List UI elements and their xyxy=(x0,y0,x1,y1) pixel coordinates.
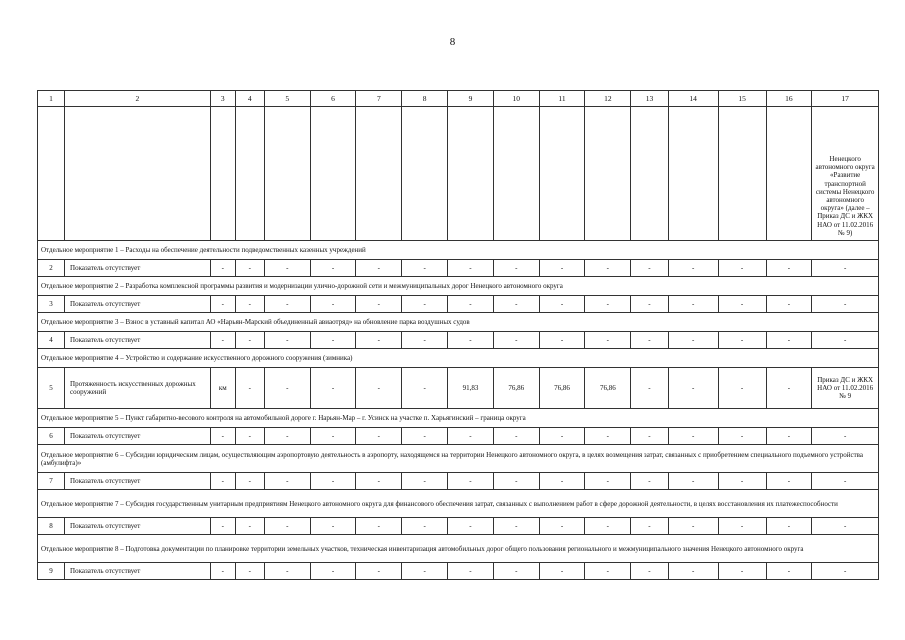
column-header: 10 xyxy=(493,91,539,107)
column-header: 12 xyxy=(585,91,631,107)
unit-cell: - xyxy=(210,518,235,535)
value-cell: - xyxy=(356,518,402,535)
empty-cell xyxy=(402,107,448,241)
value-cell: - xyxy=(668,518,718,535)
value-cell: 76,86 xyxy=(539,368,585,409)
indicator-label: Показатель отсутствует xyxy=(65,563,211,580)
value-cell: - xyxy=(356,332,402,349)
column-header: 2 xyxy=(65,91,211,107)
section-row xyxy=(38,349,879,368)
value-cell: - xyxy=(668,563,718,580)
value-cell: - xyxy=(718,518,766,535)
value-cell: - xyxy=(668,260,718,277)
value-cell: - xyxy=(718,473,766,490)
value-cell: - xyxy=(766,563,812,580)
value-cell: - xyxy=(448,332,494,349)
column-header: 4 xyxy=(235,91,264,107)
value-cell: - xyxy=(356,563,402,580)
value-cell: - xyxy=(668,473,718,490)
empty-cell xyxy=(356,107,402,241)
column-header: 14 xyxy=(668,91,718,107)
value-cell: - xyxy=(310,260,356,277)
value-cell: - xyxy=(585,518,631,535)
value-cell: - xyxy=(264,563,310,580)
value-cell: - xyxy=(631,332,668,349)
value-cell: - xyxy=(264,332,310,349)
source-cell: Приказ ДС и ЖКХ НАО от 11.02.2016 № 9 xyxy=(812,368,879,409)
unit-cell: км xyxy=(210,368,235,409)
column-header: 9 xyxy=(448,91,494,107)
value-cell: - xyxy=(235,296,264,313)
section-row xyxy=(38,241,879,260)
section-title: Отдельное мероприятие 5 – Пункт габаритно-весового контроля на автомобильной дороге г. Нарьян-Мар – г. Усинск на участке п. Харьягинский – граница округа xyxy=(38,409,879,428)
value-cell: - xyxy=(264,428,310,445)
value-cell: - xyxy=(264,296,310,313)
unit-cell: - xyxy=(210,260,235,277)
section-title: Отдельное мероприятие 1 – Расходы на обеспечение деятельности подведомственных казенных учреждений xyxy=(38,241,879,260)
value-cell: - xyxy=(493,473,539,490)
value-cell: - xyxy=(493,518,539,535)
indicator-label: Показатель отсутствует xyxy=(65,473,211,490)
table-row xyxy=(38,296,879,313)
value-cell: - xyxy=(631,296,668,313)
value-cell: - xyxy=(402,296,448,313)
empty-cell xyxy=(310,107,356,241)
value-cell: - xyxy=(631,518,668,535)
unit-cell: - xyxy=(210,563,235,580)
table-row xyxy=(38,368,879,409)
value-cell: - xyxy=(448,296,494,313)
value-cell: - xyxy=(402,518,448,535)
value-cell: - xyxy=(631,473,668,490)
indicator-label: Показатель отсутствует xyxy=(65,332,211,349)
value-cell: - xyxy=(493,428,539,445)
unit-cell: - xyxy=(210,473,235,490)
value-cell: - xyxy=(235,473,264,490)
empty-cell xyxy=(235,107,264,241)
value-cell: - xyxy=(448,428,494,445)
value-cell: - xyxy=(235,260,264,277)
value-cell: - xyxy=(402,563,448,580)
row-number: 4 xyxy=(38,332,65,349)
empty-cell xyxy=(210,107,235,241)
indicator-label: Показатель отсутствует xyxy=(65,518,211,535)
indicator-label: Показатель отсутствует xyxy=(65,296,211,313)
value-cell: 76,86 xyxy=(585,368,631,409)
header-row xyxy=(38,91,879,107)
section-title: Отдельное мероприятие 3 – Взнос в уставный капитал АО «Нарьян-Марский объединенный авиаотряд» на обновление парка воздушных судов xyxy=(38,313,879,332)
value-cell: - xyxy=(766,518,812,535)
column-header: 8 xyxy=(402,91,448,107)
source-cell: - xyxy=(812,563,879,580)
column-header: 13 xyxy=(631,91,668,107)
column-header: 5 xyxy=(264,91,310,107)
value-cell: - xyxy=(235,518,264,535)
row-number: 9 xyxy=(38,563,65,580)
value-cell: - xyxy=(310,473,356,490)
value-cell: - xyxy=(585,260,631,277)
section-row xyxy=(38,313,879,332)
row-number: 2 xyxy=(38,260,65,277)
empty-cell xyxy=(38,107,65,241)
value-cell: - xyxy=(356,368,402,409)
column-header: 15 xyxy=(718,91,766,107)
empty-cell xyxy=(668,107,718,241)
value-cell: - xyxy=(493,332,539,349)
row-number: 5 xyxy=(38,368,65,409)
value-cell: - xyxy=(585,428,631,445)
continuation-row xyxy=(38,107,879,241)
value-cell: - xyxy=(766,473,812,490)
value-cell: - xyxy=(668,296,718,313)
value-cell: - xyxy=(631,260,668,277)
value-cell: - xyxy=(448,563,494,580)
value-cell: - xyxy=(539,296,585,313)
section-title: Отдельное мероприятие 7 – Субсидия государственным унитарным предприятиям Ненецкого автономного округа для финансового обеспечения затрат, связанных с выполнением работ в сфере дорожной деятельности, в целях восстановления их платежеспособности xyxy=(38,490,879,518)
empty-cell xyxy=(493,107,539,241)
row-number: 6 xyxy=(38,428,65,445)
value-cell: - xyxy=(631,428,668,445)
empty-cell xyxy=(631,107,668,241)
section-title: Отдельное мероприятие 8 – Подготовка документации по планировке территории земельных участков, техническая инвентаризация автомобильных дорог общего пользования регионального и межмуниципального значения Ненецкого автономного округа xyxy=(38,535,879,563)
section-title: Отдельное мероприятие 2 – Разработка комплексной программы развития и модернизации улично-дорожной сети и межмуниципальных дорог Ненецкого автономного округа xyxy=(38,277,879,296)
section-title: Отдельное мероприятие 4 – Устройство и содержание искусственного дорожного сооружения (зимника) xyxy=(38,349,879,368)
empty-cell xyxy=(585,107,631,241)
column-header: 16 xyxy=(766,91,812,107)
value-cell: - xyxy=(356,473,402,490)
empty-cell xyxy=(539,107,585,241)
value-cell: - xyxy=(539,518,585,535)
value-cell: - xyxy=(539,260,585,277)
value-cell: - xyxy=(718,260,766,277)
value-cell: - xyxy=(718,428,766,445)
empty-cell xyxy=(65,107,211,241)
source-cell: - xyxy=(812,428,879,445)
empty-cell xyxy=(448,107,494,241)
value-cell: - xyxy=(539,473,585,490)
section-title: Отдельное мероприятие 6 – Субсидии юридическим лицам, осуществляющим аэропортовую деятельность в аэропорту, находящемся на территории Ненецкого автономного округа, в целях возмещения затрат, связанных с приобретением специального подъемного устройства (амбулифта)» xyxy=(38,445,879,473)
value-cell: - xyxy=(539,563,585,580)
value-cell: - xyxy=(493,563,539,580)
value-cell: - xyxy=(718,563,766,580)
value-cell: - xyxy=(766,332,812,349)
value-cell: - xyxy=(766,428,812,445)
value-cell: - xyxy=(448,260,494,277)
value-cell: - xyxy=(310,518,356,535)
value-cell: - xyxy=(402,368,448,409)
value-cell: - xyxy=(766,260,812,277)
value-cell: - xyxy=(493,296,539,313)
value-cell: - xyxy=(235,368,264,409)
value-cell: - xyxy=(310,563,356,580)
value-cell: - xyxy=(448,518,494,535)
value-cell: - xyxy=(235,428,264,445)
empty-cell xyxy=(766,107,812,241)
table-row xyxy=(38,260,879,277)
row-number: 7 xyxy=(38,473,65,490)
value-cell: - xyxy=(668,332,718,349)
section-row xyxy=(38,277,879,296)
value-cell: - xyxy=(585,473,631,490)
value-cell: - xyxy=(539,428,585,445)
empty-cell xyxy=(264,107,310,241)
continuation-text: Ненецкого автономного округа «Развитие транспортной системы Ненецкого автономного округа» (далее – Приказ ДС и ЖКХ НАО от 11.02.2016 № 9) xyxy=(812,107,879,241)
source-cell: - xyxy=(812,518,879,535)
value-cell: - xyxy=(264,260,310,277)
table-row xyxy=(38,518,879,535)
section-row xyxy=(38,409,879,428)
value-cell: - xyxy=(402,260,448,277)
table-row xyxy=(38,473,879,490)
value-cell: - xyxy=(668,368,718,409)
value-cell: - xyxy=(235,332,264,349)
value-cell: - xyxy=(264,368,310,409)
section-row xyxy=(38,535,879,563)
value-cell: - xyxy=(402,473,448,490)
value-cell: - xyxy=(310,428,356,445)
value-cell: - xyxy=(718,368,766,409)
source-cell: - xyxy=(812,296,879,313)
page-number: 8 xyxy=(449,36,456,48)
unit-cell: - xyxy=(210,296,235,313)
value-cell: - xyxy=(402,332,448,349)
value-cell: - xyxy=(402,428,448,445)
value-cell: - xyxy=(310,332,356,349)
value-cell: - xyxy=(718,332,766,349)
row-number: 3 xyxy=(38,296,65,313)
value-cell: - xyxy=(310,296,356,313)
source-cell: - xyxy=(812,260,879,277)
table-row xyxy=(38,428,879,445)
value-cell: - xyxy=(356,260,402,277)
value-cell: - xyxy=(585,563,631,580)
value-cell: - xyxy=(264,518,310,535)
value-cell: - xyxy=(631,368,668,409)
value-cell: - xyxy=(493,260,539,277)
indicator-table xyxy=(37,90,879,580)
column-header: 7 xyxy=(356,91,402,107)
value-cell: - xyxy=(448,473,494,490)
source-cell: - xyxy=(812,473,879,490)
table-row xyxy=(38,332,879,349)
unit-cell: - xyxy=(210,332,235,349)
value-cell: - xyxy=(356,428,402,445)
table-body xyxy=(38,91,879,580)
table-row xyxy=(38,563,879,580)
value-cell: - xyxy=(766,368,812,409)
indicator-label: Показатель отсутствует xyxy=(65,260,211,277)
column-header: 6 xyxy=(310,91,356,107)
column-header: 17 xyxy=(812,91,879,107)
value-cell: - xyxy=(235,563,264,580)
empty-cell xyxy=(718,107,766,241)
section-row xyxy=(38,445,879,473)
value-cell: 91,83 xyxy=(448,368,494,409)
section-row xyxy=(38,490,879,518)
column-header: 1 xyxy=(38,91,65,107)
value-cell: - xyxy=(585,332,631,349)
value-cell: - xyxy=(356,296,402,313)
value-cell: 76,86 xyxy=(493,368,539,409)
value-cell: - xyxy=(264,473,310,490)
value-cell: - xyxy=(585,296,631,313)
value-cell: - xyxy=(539,332,585,349)
value-cell: - xyxy=(718,296,766,313)
value-cell: - xyxy=(310,368,356,409)
column-header: 11 xyxy=(539,91,585,107)
column-header: 3 xyxy=(210,91,235,107)
indicator-label: Показатель отсутствует xyxy=(65,428,211,445)
unit-cell: - xyxy=(210,428,235,445)
value-cell: - xyxy=(631,563,668,580)
indicator-label: Протяженность искусственных дорожных сооружений xyxy=(65,368,211,409)
source-cell: - xyxy=(812,332,879,349)
row-number: 8 xyxy=(38,518,65,535)
value-cell: - xyxy=(766,296,812,313)
value-cell: - xyxy=(668,428,718,445)
